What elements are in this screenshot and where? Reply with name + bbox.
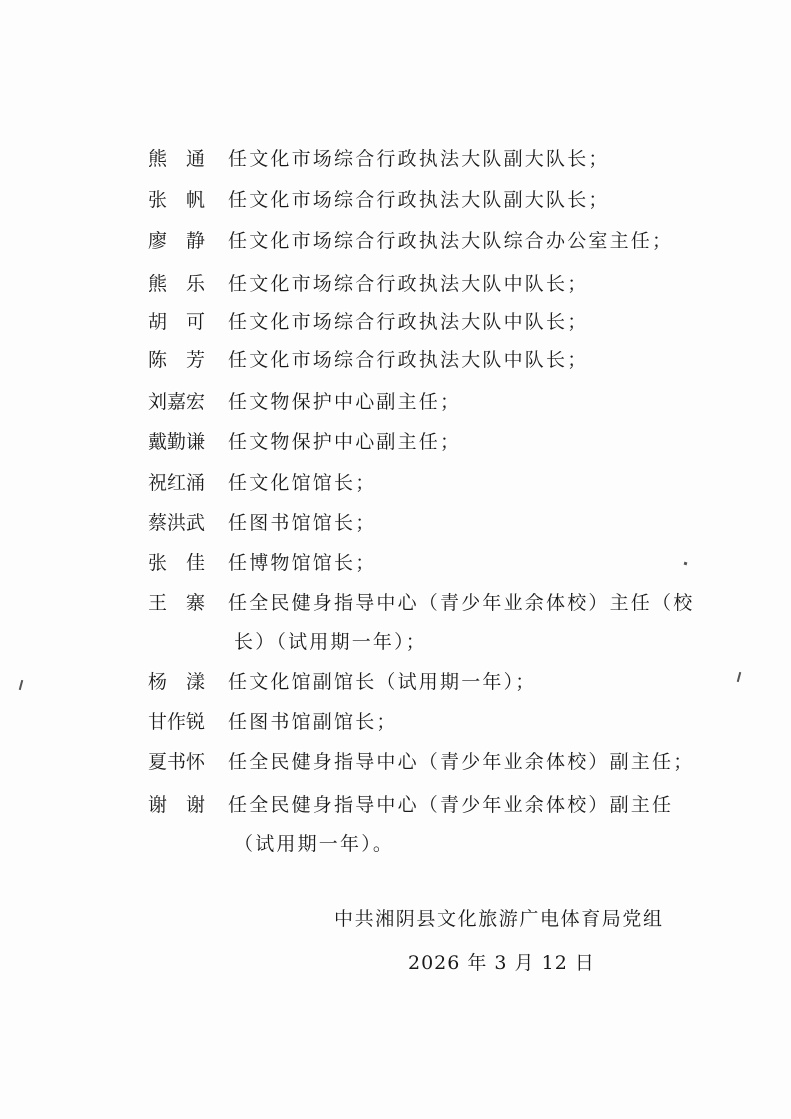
appointee-name: 杨 漾 xyxy=(148,670,206,693)
appointment-row xyxy=(148,745,694,775)
appointment-duty-continuation: 长）（试用期一年）； xyxy=(234,630,428,653)
appointment-duty: 任文化市场综合行政执法大队副大队长； xyxy=(228,147,610,170)
appointee-name: 戴勤谦 xyxy=(148,430,206,453)
appointment-duty: 任全民健身指导中心（青少年业余体校）副主任 xyxy=(228,793,674,816)
appointment-row xyxy=(148,183,610,213)
appointee-name: 蔡洪武 xyxy=(148,511,206,534)
appointment-duty: 任文物保护中心副主任； xyxy=(228,390,462,413)
appointee-name: 刘嘉宏 xyxy=(148,390,206,413)
appointment-duty: 任全民健身指导中心（青少年业余体校）主任（校 xyxy=(228,591,695,614)
appointment-row xyxy=(148,546,376,576)
appointee-name: 廖 静 xyxy=(148,229,206,252)
appointment-row xyxy=(148,705,398,735)
appointment-duty: 任全民健身指导中心（青少年业余体校）副主任； xyxy=(228,750,695,773)
appointment-row xyxy=(148,425,461,455)
appointee-name: 王 寨 xyxy=(148,591,206,614)
appointee-name: 陈 芳 xyxy=(148,348,206,371)
appointee-name: 熊 通 xyxy=(148,147,206,170)
appointment-row xyxy=(148,267,588,297)
scan-speck xyxy=(19,680,24,690)
scan-speck xyxy=(684,562,688,566)
issuing-organization: 中共湘阴县文化旅游广电体育局党组 xyxy=(334,908,664,930)
appointee-name: 祝红涌 xyxy=(148,471,206,494)
appointment-duty: 任图书馆馆长； xyxy=(228,511,377,534)
appointment-row xyxy=(148,466,376,496)
appointment-row xyxy=(148,506,376,536)
appointment-duty: 任文化市场综合行政执法大队综合办公室主任； xyxy=(228,229,674,252)
appointee-name: 甘作锐 xyxy=(148,710,206,733)
appointment-row xyxy=(148,586,694,616)
appointee-name: 熊 乐 xyxy=(148,272,206,295)
appointment-duty: 任文化馆馆长； xyxy=(228,471,377,494)
appointment-duty: 任文化市场综合行政执法大队副大队长； xyxy=(228,188,610,211)
appointee-name: 胡 可 xyxy=(148,310,206,333)
appointment-row xyxy=(148,343,588,373)
appointment-row xyxy=(148,142,610,172)
issue-date: 2026 年 3 月 12 日 xyxy=(408,952,595,974)
appointee-name: 谢 谢 xyxy=(148,793,206,816)
appointment-row xyxy=(148,665,537,695)
appointment-row xyxy=(148,224,673,254)
appointment-row xyxy=(148,385,461,415)
scan-speck xyxy=(737,672,742,682)
appointment-duty: 任文化馆副馆长（试用期一年）； xyxy=(228,670,537,693)
appointment-duty: 任文物保护中心副主任； xyxy=(228,430,462,453)
appointee-name: 张 佳 xyxy=(148,551,206,574)
appointment-duty: 任图书馆副馆长； xyxy=(228,710,398,733)
appointment-duty: 任文化市场综合行政执法大队中队长； xyxy=(228,348,589,371)
appointee-name: 张 帆 xyxy=(148,188,206,211)
appointment-duty-continuation: （试用期一年）。 xyxy=(234,832,395,855)
appointment-duty: 任博物馆馆长； xyxy=(228,551,377,574)
appointment-duty: 任文化市场综合行政执法大队中队长； xyxy=(228,272,589,295)
appointment-row xyxy=(148,788,673,818)
appointee-name: 夏书怀 xyxy=(148,750,206,773)
appointment-row xyxy=(148,305,588,335)
appointment-duty: 任文化市场综合行政执法大队中队长； xyxy=(228,310,589,333)
